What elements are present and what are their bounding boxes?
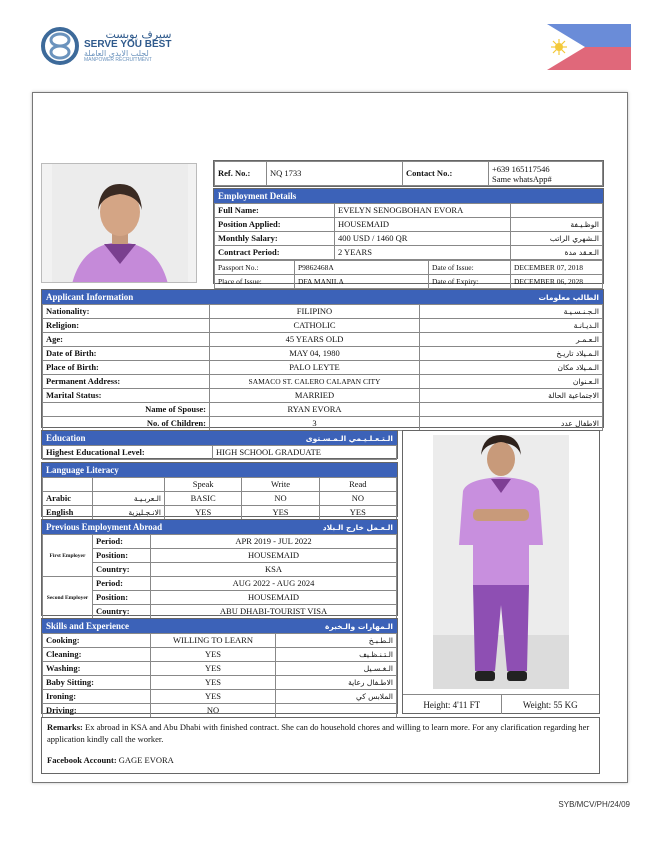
- dob-ar: الـمـيلاد تاريـخ: [420, 347, 603, 361]
- salary-label: Monthly Salary:: [215, 232, 335, 246]
- applicant-headshot: [41, 163, 197, 283]
- english-write: YES: [242, 506, 319, 520]
- salary-ar: الـشهري الراتب: [511, 232, 603, 246]
- religion-value: CATHOLIC: [210, 319, 420, 333]
- table-row: [43, 704, 397, 718]
- issue-date-label: Date of Issue:: [429, 261, 511, 275]
- skills-header: [42, 619, 397, 633]
- religion-ar: الـديـانـة: [420, 319, 603, 333]
- company-name: SERVE YOU BEST: [84, 39, 172, 50]
- dob-label: Date of Birth:: [43, 347, 210, 361]
- employment-details-title: Employment Details: [218, 191, 297, 201]
- philippines-flag-icon: [547, 24, 631, 70]
- arabic-write: NO: [242, 492, 319, 506]
- table-row: [43, 333, 603, 347]
- second-period-value: AUG 2022 - AUG 2024: [151, 577, 397, 591]
- previous-employment-title-ar: الـعـمل خارج الـبلاد: [322, 522, 393, 532]
- spouse-label: Name of Spouse:: [43, 403, 210, 417]
- cleaning-value: YES: [151, 648, 276, 662]
- arabic-read: NO: [319, 492, 396, 506]
- age-ar: الـعـمـر: [420, 333, 603, 347]
- full-name-ar: [511, 204, 603, 218]
- lang-english-ar: الانـجـليزية: [93, 506, 165, 520]
- facebook-label: Facebook Account:: [47, 755, 117, 765]
- cooking-label: Cooking:: [43, 634, 151, 648]
- table-row: [43, 648, 397, 662]
- lang-arabic: Arabic: [43, 492, 93, 506]
- religion-label: Religion:: [43, 319, 210, 333]
- col-write: Write: [242, 478, 319, 492]
- education-block: [41, 430, 398, 459]
- table-row: [43, 361, 603, 375]
- driving-ar: [276, 704, 397, 718]
- employment-details-header: [214, 189, 603, 203]
- full-name-value: EVELYN SENOGBOHAN EVORA: [335, 204, 511, 218]
- table-row: [43, 417, 603, 431]
- nationality-value: FILIPINO: [210, 305, 420, 319]
- washing-value: YES: [151, 662, 276, 676]
- contact-value: +639 165117546: [492, 163, 550, 174]
- cooking-ar: الـطـبـخ: [276, 634, 397, 648]
- table-row: [43, 577, 397, 591]
- applicant-info-title-ar: الطالب معلومات: [538, 292, 599, 302]
- table-row: [215, 246, 603, 260]
- language-header: [42, 463, 397, 477]
- full-body-photo-frame: [402, 430, 600, 714]
- company-name-arabic: سيرف يوبست: [105, 28, 172, 41]
- cleaning-ar: الـتـنـظـيف: [276, 648, 397, 662]
- education-title-ar: الـتـعـلـيـمي الـمـسـتوى: [305, 433, 393, 443]
- cleaning-label: Cleaning:: [43, 648, 151, 662]
- employment-details-block: [213, 188, 604, 284]
- remarks-text: Ex abroad in KSA and Abu Dhabi with finished contract. She can do household chores and willing to learn more. For any clarification regarding her application kindly call the worker.: [47, 722, 590, 744]
- spouse-value: RYAN EVORA: [210, 403, 420, 417]
- table-row: [215, 275, 603, 289]
- education-header: [42, 431, 397, 445]
- remarks-block: [41, 717, 600, 774]
- table-row: [43, 478, 397, 492]
- second-country-label: Country:: [93, 605, 151, 619]
- company-logo: [40, 22, 190, 70]
- first-position-value: HOUSEMAID: [151, 549, 397, 563]
- pob-ar: الـمـيلاد مكان: [420, 361, 603, 375]
- skills-block: [41, 618, 398, 714]
- full-name-label: Full Name:: [215, 204, 335, 218]
- driving-value: NO: [151, 704, 276, 718]
- expiry-date-label: Date of Expiry:: [429, 275, 511, 289]
- previous-employment-title: Previous Employment Abroad: [46, 522, 163, 532]
- second-position-value: HOUSEMAID: [151, 591, 397, 605]
- company-name-arabic-sub: لجلب الايدي العاملة: [84, 49, 149, 58]
- previous-employment-block: [41, 519, 398, 616]
- table-row: [43, 305, 603, 319]
- table-row: [215, 261, 603, 275]
- english-speak: YES: [165, 506, 242, 520]
- first-period-value: APR 2019 - JUL 2022: [151, 535, 397, 549]
- table-row: [43, 389, 603, 403]
- company-tagline: MANPOWER RECRUITMENT: [84, 57, 152, 63]
- arabic-speak: BASIC: [165, 492, 242, 506]
- facebook-value: GAGE EVORA: [118, 755, 174, 765]
- age-label: Age:: [43, 333, 210, 347]
- position-ar: الوظـيـفة: [511, 218, 603, 232]
- table-row: [43, 676, 397, 690]
- babysitting-label: Baby Sitting:: [43, 676, 151, 690]
- ironing-value: YES: [151, 690, 276, 704]
- position-value: HOUSEMAID: [335, 218, 511, 232]
- children-value: 3: [210, 417, 420, 431]
- skills-title: Skills and Experience: [46, 621, 130, 631]
- pob-label: Place of Birth:: [43, 361, 210, 375]
- facebook-line: [47, 754, 594, 766]
- issue-date-value: DECEMBER 07, 2018: [511, 261, 603, 275]
- table-row: [43, 347, 603, 361]
- table-row: [43, 690, 397, 704]
- table-row: [43, 446, 397, 460]
- contract-ar: الـعـقد مدة: [511, 246, 603, 260]
- table-row: [43, 535, 397, 549]
- babysitting-value: YES: [151, 676, 276, 690]
- table-row: [215, 232, 603, 246]
- table-row: [43, 634, 397, 648]
- address-value: SAMACO ST. CALERO CALAPAN CITY: [210, 375, 420, 389]
- children-label: No. of Children:: [43, 417, 210, 431]
- children-ar: الاطفال عدد: [420, 417, 603, 431]
- first-position-label: Position:: [93, 549, 151, 563]
- marital-ar: الاجتماعية الحالة: [420, 389, 603, 403]
- expiry-date-value: DECEMBER 06, 2028: [511, 275, 603, 289]
- second-country-value: ABU DHABI-TOURIST VISA: [151, 605, 397, 619]
- ref-value: NQ 1733: [267, 162, 403, 186]
- education-title: Education: [46, 433, 86, 443]
- english-read: YES: [319, 506, 396, 520]
- education-level-value: HIGH SCHOOL GRADUATE: [213, 446, 397, 460]
- dob-value: MAY 04, 1980: [210, 347, 420, 361]
- applicant-info-header: [42, 290, 603, 304]
- table-row: [215, 218, 603, 232]
- table-row: [43, 662, 397, 676]
- table-row: [43, 506, 397, 520]
- babysitting-ar: الاطـفال رعاية: [276, 676, 397, 690]
- first-country-label: Country:: [93, 563, 151, 577]
- salary-value: 400 USD / 1460 QR: [335, 232, 511, 246]
- position-label: Position Applied:: [215, 218, 335, 232]
- place-issue-value: DFA MANILA: [295, 275, 429, 289]
- col-read: Read: [319, 478, 396, 492]
- weight-value: Weight: 55 KG: [522, 699, 578, 710]
- skills-title-ar: الـمهارات والـخبرة: [325, 621, 393, 631]
- table-row: [43, 605, 397, 619]
- table-row: [43, 492, 397, 506]
- address-label: Permanent Address:: [43, 375, 210, 389]
- second-employer-tag: Second Employer: [43, 577, 93, 619]
- table-row: [43, 319, 603, 333]
- ironing-label: Ironing:: [43, 690, 151, 704]
- second-position-label: Position:: [93, 591, 151, 605]
- ref-contact-block: [213, 160, 604, 187]
- applicant-info-title: Applicant Information: [46, 292, 134, 302]
- washing-ar: الـغـسـيل: [276, 662, 397, 676]
- ref-label: Ref. No.:: [215, 162, 267, 186]
- lang-english: English: [43, 506, 93, 520]
- place-issue-label: Place of Issue:: [215, 275, 295, 289]
- language-title: Language Literacy: [46, 465, 119, 475]
- nationality-ar: الـجـنـسـيـة: [420, 305, 603, 319]
- education-level-label: Highest Educational Level:: [43, 446, 213, 460]
- second-period-label: Period:: [93, 577, 151, 591]
- ironing-ar: الملابس كي: [276, 690, 397, 704]
- marital-label: Marital Status:: [43, 389, 210, 403]
- table-row: [43, 375, 603, 389]
- height-value: Height: 4'11 FT: [403, 695, 502, 714]
- lang-arabic-ar: الـعربـيـة: [93, 492, 165, 506]
- passport-value: P9862468A: [295, 261, 429, 275]
- table-row: [43, 591, 397, 605]
- passport-label: Passport No.:: [215, 261, 295, 275]
- washing-label: Washing:: [43, 662, 151, 676]
- table-row: [215, 204, 603, 218]
- cooking-value: WILLING TO LEARN: [151, 634, 276, 648]
- table-row: [43, 549, 397, 563]
- first-country-value: KSA: [151, 563, 397, 577]
- table-row: [43, 403, 603, 417]
- application-sheet: [32, 92, 628, 783]
- document-code: SYB/MCV/PH/24/09: [558, 800, 630, 809]
- driving-label: Driving:: [43, 704, 151, 718]
- remarks-text-block: [47, 721, 594, 745]
- marital-value: MARRIED: [210, 389, 420, 403]
- previous-employment-header: [42, 520, 397, 534]
- col-speak: Speak: [165, 478, 242, 492]
- first-period-label: Period:: [93, 535, 151, 549]
- logo-knot-icon: [40, 26, 80, 66]
- remarks-label: Remarks:: [47, 722, 83, 732]
- language-block: [41, 462, 398, 517]
- pob-value: PALO LEYTE: [210, 361, 420, 375]
- applicant-info-block: [41, 289, 604, 428]
- first-employer-tag: First Employer: [43, 535, 93, 577]
- address-ar: الـعـنوان: [420, 375, 603, 389]
- contract-value: 2 YEARS: [335, 246, 511, 260]
- contract-label: Contract Period:: [215, 246, 335, 260]
- contact-label: Contact No.:: [403, 162, 489, 186]
- age-value: 45 YEARS OLD: [210, 333, 420, 347]
- contact-note: Same whatsApp#: [492, 173, 552, 184]
- spouse-ar: [420, 403, 603, 417]
- nationality-label: Nationality:: [43, 305, 210, 319]
- table-row: [43, 563, 397, 577]
- applicant-full-body-photo: [433, 435, 569, 689]
